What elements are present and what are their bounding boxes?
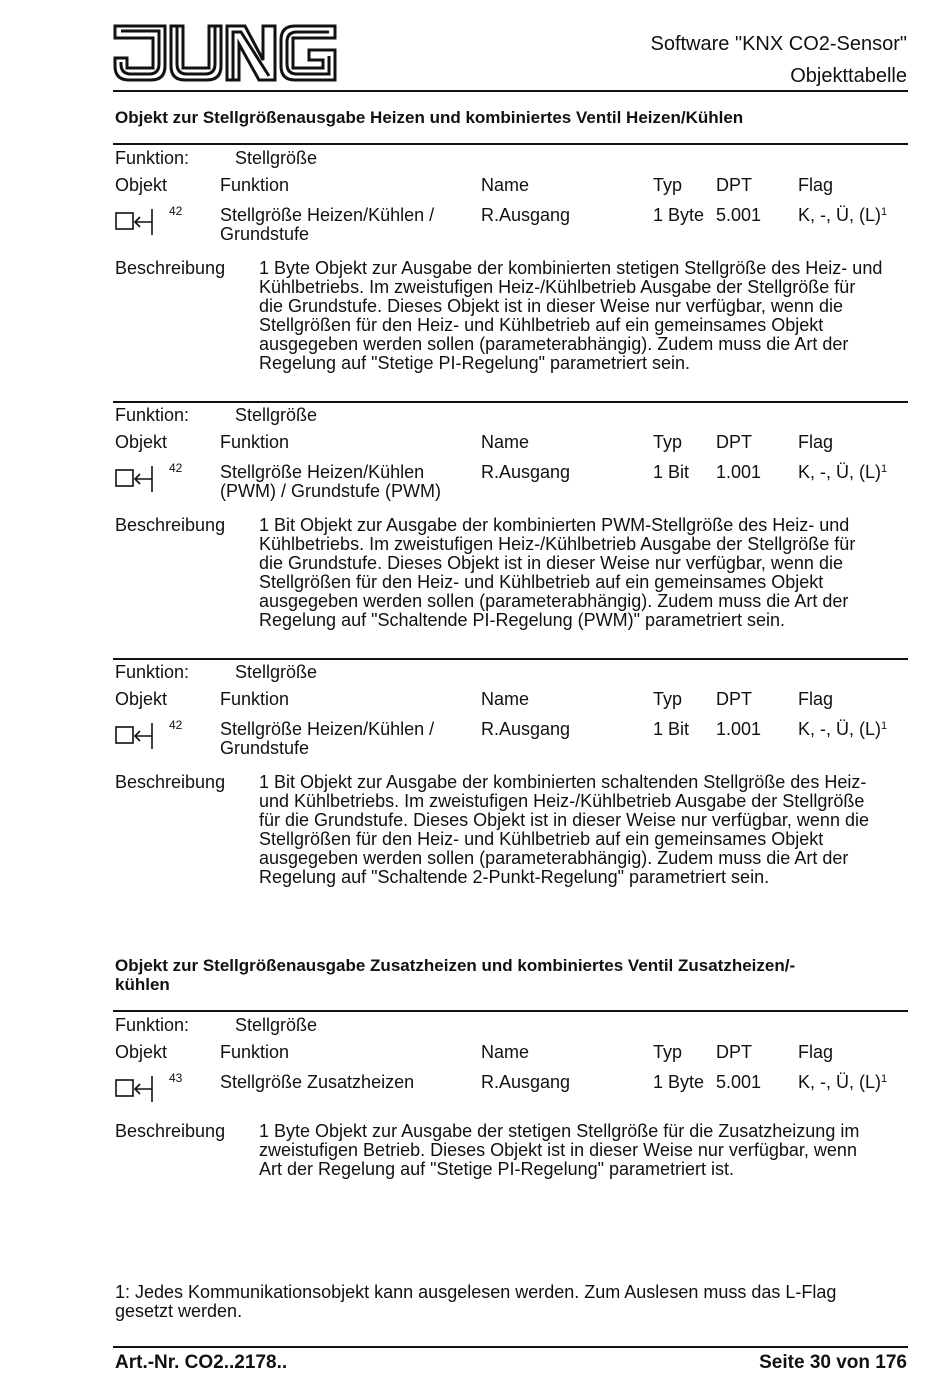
object-type: 1 Byte [653, 1072, 705, 1092]
section-title-line: kühlen [115, 975, 170, 994]
object-function [220, 463, 470, 501]
object-type: 1 Byte [653, 205, 705, 225]
output-object-icon [115, 722, 155, 750]
footnote-marker: 1 [881, 463, 888, 475]
funktion-value: Stellgröße [235, 1015, 318, 1035]
object-function-line: (PWM) / Grundstufe (PWM) [220, 481, 442, 501]
object-dpt: 5.001 [716, 1072, 762, 1092]
object-flags [798, 720, 887, 739]
flag-text: K, -, Ü, (L) [798, 462, 882, 482]
object-dpt: 1.001 [716, 462, 762, 482]
column-header-objekt: Objekt [115, 175, 168, 195]
description-line: Regelung auf "Schaltende 2-Punkt-Regelung" parametriert sein. [259, 867, 770, 887]
document-header [650, 28, 907, 92]
beschreibung-label: Beschreibung [115, 258, 226, 278]
article-number: Art.-Nr. CO2..2178.. [115, 1352, 288, 1373]
object-name: R.Ausgang [481, 1072, 571, 1092]
footnote-line: 1: Jedes Kommunikationsobjekt kann ausgelesen werden. Zum Auslesen muss das L-Flag [115, 1282, 837, 1302]
footnote-marker: 1 [881, 206, 888, 218]
object-name: R.Ausgang [481, 719, 571, 739]
object-number: 42 [169, 718, 183, 732]
column-header-typ: Typ [653, 689, 683, 709]
description-line: und Kühlbetriebs. Im zweistufigen Heiz-/Kühlbetrieb Ausgabe der Stellgröße [259, 791, 865, 811]
funktion-value: Stellgröße [235, 405, 318, 425]
object-flags [798, 1073, 887, 1092]
object-function [220, 206, 470, 244]
footnote-marker: 1 [881, 720, 888, 732]
jung-logo [113, 24, 337, 84]
funktion-label: Funktion: [115, 148, 190, 168]
description-line: 1 Byte Objekt zur Ausgabe der kombinierten stetigen Stellgröße des Heiz- und [259, 258, 883, 278]
description-line: Stellgrößen für den Heiz- und Kühlbetrieb auf ein gemeinsames Objekt [259, 829, 824, 849]
description-line: ausgegeben werden sollen (parameterabhängig). Zudem muss die Art der [259, 848, 849, 868]
footnote [115, 1283, 905, 1321]
column-header-name: Name [481, 689, 530, 709]
object-entry [115, 149, 910, 379]
object-type: 1 Bit [653, 462, 690, 482]
funktion-label: Funktion: [115, 1015, 190, 1035]
divider [113, 143, 908, 145]
divider [113, 658, 908, 660]
description-line: Stellgrößen für den Heiz- und Kühlbetrieb auf ein gemeinsames Objekt [259, 315, 824, 335]
output-object-icon [115, 465, 155, 493]
description-line: Kühlbetriebs. Im zweistufigen Heiz-/Kühlbetrieb Ausgabe der Stellgröße für [259, 534, 856, 554]
column-header-name: Name [481, 1042, 530, 1062]
column-header-funktion: Funktion [220, 175, 290, 195]
section-title [115, 956, 895, 994]
description-line: für die Grundstufe. Dieses Objekt ist in dieser Weise nur verfügbar, wenn die [259, 810, 869, 830]
document-title: Software "KNX CO2-Sensor" [650, 33, 907, 55]
object-entry [115, 663, 910, 893]
column-header-flag: Flag [798, 1042, 834, 1062]
section-title-line: Objekt zur Stellgrößenausgabe Zusatzheizen und kombiniertes Ventil Zusatzheizen/- [115, 956, 796, 975]
description-line: 1 Bit Objekt zur Ausgabe der kombinierten PWM-Stellgröße des Heiz- und [259, 515, 850, 535]
object-flags [798, 206, 887, 225]
column-header-typ: Typ [653, 175, 683, 195]
object-function-line: Grundstufe [220, 738, 310, 758]
object-name: R.Ausgang [481, 462, 571, 482]
flag-text: K, -, Ü, (L) [798, 719, 882, 739]
object-number: 42 [169, 204, 183, 218]
column-header-dpt: DPT [716, 689, 752, 709]
object-function-line: Grundstufe [220, 224, 310, 244]
output-object-icon [115, 208, 155, 236]
object-number: 43 [169, 1071, 183, 1085]
description-line: die Grundstufe. Dieses Objekt ist in dieser Weise nur verfügbar, wenn die [259, 296, 843, 316]
object-flags [798, 463, 887, 482]
object-dpt: 1.001 [716, 719, 762, 739]
divider [113, 401, 908, 403]
header-divider [113, 90, 908, 92]
column-header-objekt: Objekt [115, 1042, 168, 1062]
section-title: Objekt zur Stellgrößenausgabe Heizen und kombiniertes Ventil Heizen/Kühlen [115, 108, 744, 127]
column-header-flag: Flag [798, 432, 834, 452]
column-header-objekt: Objekt [115, 689, 168, 709]
object-description [259, 516, 915, 630]
column-header-funktion: Funktion [220, 432, 290, 452]
description-line: zweistufigen Betrieb. Dieses Objekt ist in dieser Weise nur verfügbar, wenn [259, 1140, 857, 1160]
description-line: ausgegeben werden sollen (parameterabhängig). Zudem muss die Art der [259, 334, 849, 354]
footnote-line: gesetzt werden. [115, 1301, 243, 1321]
funktion-label: Funktion: [115, 662, 190, 682]
description-line: Art der Regelung auf "Stetige PI-Regelung" parametriert ist. [259, 1159, 735, 1179]
funktion-label: Funktion: [115, 405, 190, 425]
object-description [259, 259, 915, 373]
description-line: 1 Bit Objekt zur Ausgabe der kombinierten schaltenden Stellgröße des Heiz- [259, 772, 867, 792]
flag-text: K, -, Ü, (L) [798, 1072, 882, 1092]
object-function [220, 1073, 470, 1092]
object-dpt: 5.001 [716, 205, 762, 225]
description-line: Regelung auf "Stetige PI-Regelung" parametriert sein. [259, 353, 691, 373]
column-header-name: Name [481, 432, 530, 452]
column-header-dpt: DPT [716, 175, 752, 195]
beschreibung-label: Beschreibung [115, 1121, 226, 1141]
column-header-funktion: Funktion [220, 689, 290, 709]
object-number: 42 [169, 461, 183, 475]
object-function-line: Stellgröße Heizen/Kühlen / [220, 205, 435, 225]
description-line: die Grundstufe. Dieses Objekt ist in dieser Weise nur verfügbar, wenn die [259, 553, 843, 573]
description-line: Stellgrößen für den Heiz- und Kühlbetrieb auf ein gemeinsames Objekt [259, 572, 824, 592]
object-function-line: Stellgröße Zusatzheizen [220, 1072, 415, 1092]
object-function-line: Stellgröße Heizen/Kühlen / [220, 719, 435, 739]
flag-text: K, -, Ü, (L) [798, 205, 882, 225]
object-entry [115, 406, 910, 636]
column-header-objekt: Objekt [115, 432, 168, 452]
output-object-icon [115, 1075, 155, 1103]
object-description [259, 773, 915, 887]
column-header-typ: Typ [653, 1042, 683, 1062]
object-function [220, 720, 470, 758]
funktion-value: Stellgröße [235, 148, 318, 168]
funktion-value: Stellgröße [235, 662, 318, 682]
column-header-name: Name [481, 175, 530, 195]
column-header-flag: Flag [798, 175, 834, 195]
description-line: Regelung auf "Schaltende PI-Regelung (PWM)" parametriert sein. [259, 610, 786, 630]
footnote-marker: 1 [881, 1073, 888, 1085]
divider [113, 1010, 908, 1012]
object-function-line: Stellgröße Heizen/Kühlen [220, 462, 425, 482]
column-header-funktion: Funktion [220, 1042, 290, 1062]
document-subtitle: Objekttabelle [790, 65, 907, 87]
page-number: Seite 30 von 176 [759, 1352, 907, 1373]
footer-divider [113, 1346, 908, 1348]
description-line: 1 Byte Objekt zur Ausgabe der stetigen Stellgröße für die Zusatzheizung im [259, 1121, 860, 1141]
column-header-dpt: DPT [716, 1042, 752, 1062]
column-header-flag: Flag [798, 689, 834, 709]
beschreibung-label: Beschreibung [115, 515, 226, 535]
column-header-typ: Typ [653, 432, 683, 452]
object-entry [115, 1016, 910, 1186]
object-name: R.Ausgang [481, 205, 571, 225]
description-line: Kühlbetriebs. Im zweistufigen Heiz-/Kühlbetrieb Ausgabe der Stellgröße für [259, 277, 856, 297]
beschreibung-label: Beschreibung [115, 772, 226, 792]
object-type: 1 Bit [653, 719, 690, 739]
description-line: ausgegeben werden sollen (parameterabhängig). Zudem muss die Art der [259, 591, 849, 611]
column-header-dpt: DPT [716, 432, 752, 452]
object-description [259, 1122, 915, 1179]
